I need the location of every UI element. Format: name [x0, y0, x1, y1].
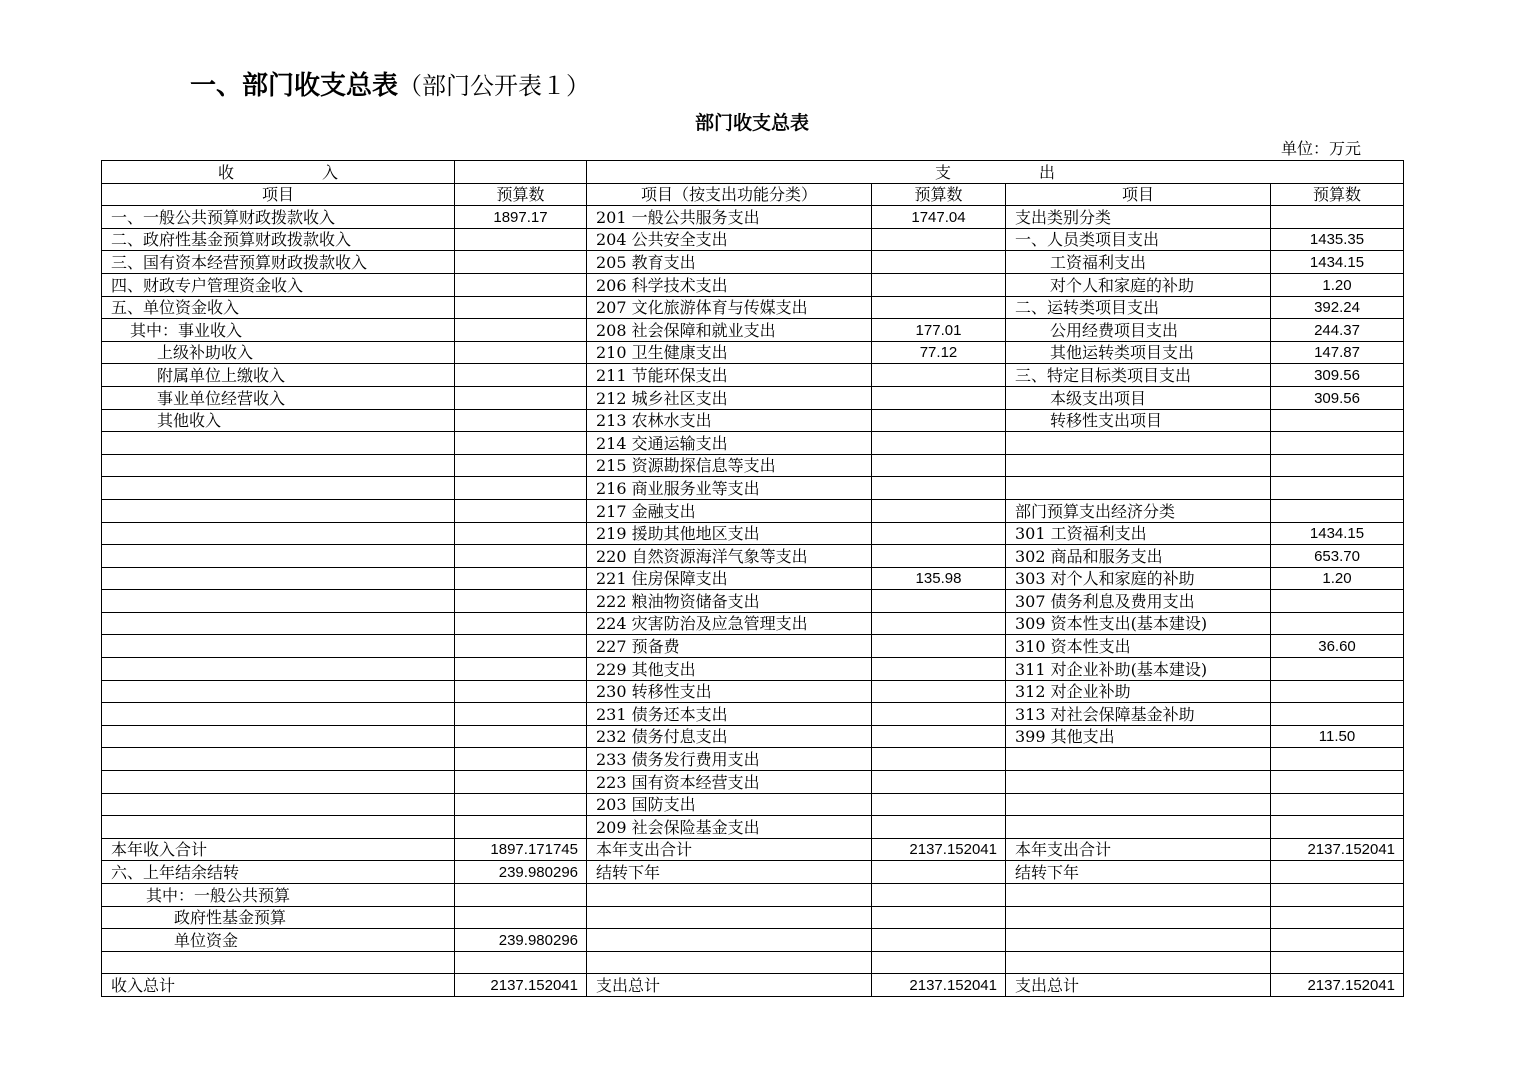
income-item-cell	[102, 816, 455, 839]
func-expense-item-cell: 227 预备费	[587, 635, 872, 658]
func-expense-item-cell: 220 自然资源海洋气象等支出	[587, 545, 872, 568]
func-expense-budget-cell	[872, 454, 1006, 477]
income-item-cell	[102, 590, 455, 613]
func-expense-budget-cell	[872, 228, 1006, 251]
type-expense-budget-cell	[1271, 409, 1404, 432]
func-expense-budget-cell	[872, 477, 1006, 500]
type-expense-budget-cell	[1271, 771, 1404, 794]
type-expense-item-cell: 转移性支出项目	[1006, 409, 1271, 432]
func-expense-item-cell: 本年支出合计	[587, 838, 872, 861]
func-expense-item-cell: 206 科学技术支出	[587, 273, 872, 296]
table-row	[102, 296, 1404, 319]
income-item-cell	[102, 635, 455, 658]
func-expense-item-cell: 209 社会保险基金支出	[587, 816, 872, 839]
table-row	[102, 680, 1404, 703]
func-expense-item-cell: 支出总计	[587, 974, 872, 997]
func-expense-budget-cell	[872, 364, 1006, 387]
type-expense-budget-cell	[1271, 477, 1404, 500]
type-expense-item-cell: 支出类别分类	[1006, 206, 1271, 229]
unit-label: 单位：万元	[1281, 139, 1362, 158]
func-expense-budget-cell: 135.98	[872, 567, 1006, 590]
type-expense-budget-cell	[1271, 432, 1404, 455]
func-expense-budget-cell	[872, 522, 1006, 545]
income-item-cell: 其中：一般公共预算	[102, 884, 455, 907]
income-budget-cell	[455, 409, 587, 432]
func-expense-item-cell: 203 国防支出	[587, 793, 872, 816]
income-item-cell	[102, 522, 455, 545]
type-expense-item-cell: 二、运转类项目支出	[1006, 296, 1271, 319]
col-header-type-budget: 预算数	[1271, 183, 1404, 206]
func-expense-item-cell: 205 教育支出	[587, 251, 872, 274]
table-row	[102, 590, 1404, 613]
func-expense-budget-cell: 1747.04	[872, 206, 1006, 229]
group-header-row	[102, 161, 1404, 184]
func-expense-budget-cell	[872, 590, 1006, 613]
type-expense-budget-cell	[1271, 206, 1404, 229]
table-row	[102, 386, 1404, 409]
income-budget-cell: 2137.152041	[455, 974, 587, 997]
type-expense-budget-cell: 653.70	[1271, 545, 1404, 568]
income-budget-cell	[455, 816, 587, 839]
income-item-cell: 政府性基金预算	[102, 906, 455, 929]
income-group-header	[102, 161, 455, 184]
table-row	[102, 906, 1404, 929]
type-expense-budget-cell	[1271, 748, 1404, 771]
type-expense-budget-cell	[1271, 658, 1404, 681]
income-item-cell: 上级补助收入	[102, 341, 455, 364]
col-header-income-budget: 预算数	[455, 183, 587, 206]
table-row	[102, 861, 1404, 884]
func-expense-item-cell: 204 公共安全支出	[587, 228, 872, 251]
income-item-cell: 五、单位资金收入	[102, 296, 455, 319]
income-item-cell	[102, 567, 455, 590]
func-expense-item-cell: 212 城乡社区支出	[587, 386, 872, 409]
table-row	[102, 929, 1404, 952]
func-expense-item-cell: 213 农林水支出	[587, 409, 872, 432]
type-expense-budget-cell	[1271, 816, 1404, 839]
income-budget-cell	[455, 319, 587, 342]
income-item-cell	[102, 545, 455, 568]
type-expense-item-cell: 301 工资福利支出	[1006, 522, 1271, 545]
func-expense-budget-cell	[872, 771, 1006, 794]
type-expense-item-cell	[1006, 748, 1271, 771]
income-budget-cell	[455, 432, 587, 455]
income-item-cell: 二、政府性基金预算财政拨款收入	[102, 228, 455, 251]
section-title	[190, 66, 590, 106]
column-header-row	[102, 183, 1404, 206]
income-item-cell: 事业单位经营收入	[102, 386, 455, 409]
func-expense-budget-cell	[872, 296, 1006, 319]
type-expense-budget-cell	[1271, 590, 1404, 613]
income-budget-cell	[455, 725, 587, 748]
income-budget-cell	[455, 522, 587, 545]
type-expense-budget-cell: 1.20	[1271, 273, 1404, 296]
func-expense-item-cell: 222 粮油物资储备支出	[587, 590, 872, 613]
type-expense-item-cell: 支出总计	[1006, 974, 1271, 997]
income-item-cell	[102, 748, 455, 771]
income-budget-cell	[455, 703, 587, 726]
type-expense-item-cell: 313 对社会保障基金补助	[1006, 703, 1271, 726]
table-row	[102, 658, 1404, 681]
table-row	[102, 884, 1404, 907]
func-expense-item-cell	[587, 951, 872, 974]
income-budget-cell	[455, 477, 587, 500]
budget-summary-table	[101, 160, 1404, 997]
type-expense-item-cell: 工资福利支出	[1006, 251, 1271, 274]
col-header-type-item: 项目	[1006, 183, 1271, 206]
table-row	[102, 545, 1404, 568]
func-expense-budget-cell: 77.12	[872, 341, 1006, 364]
type-expense-budget-cell	[1271, 793, 1404, 816]
income-budget-cell	[455, 635, 587, 658]
income-item-cell	[102, 771, 455, 794]
type-expense-item-cell: 302 商品和服务支出	[1006, 545, 1271, 568]
income-item-cell	[102, 793, 455, 816]
income-item-cell	[102, 477, 455, 500]
func-expense-budget-cell	[872, 793, 1006, 816]
expense-group-char-b: 出	[1039, 162, 1056, 182]
type-expense-budget-cell	[1271, 861, 1404, 884]
func-expense-budget-cell	[872, 273, 1006, 296]
func-expense-item-cell: 214 交通运输支出	[587, 432, 872, 455]
type-expense-item-cell	[1006, 771, 1271, 794]
type-expense-item-cell: 312 对企业补助	[1006, 680, 1271, 703]
income-budget-cell	[455, 567, 587, 590]
section-title-main: 一、部门收支总表	[190, 71, 399, 101]
type-expense-budget-cell: 392.24	[1271, 296, 1404, 319]
func-expense-item-cell: 233 债务发行费用支出	[587, 748, 872, 771]
func-expense-budget-cell	[872, 884, 1006, 907]
income-item-cell: 附属单位上缴收入	[102, 364, 455, 387]
func-expense-item-cell: 232 债务付息支出	[587, 725, 872, 748]
type-expense-item-cell	[1006, 432, 1271, 455]
type-expense-item-cell: 本级支出项目	[1006, 386, 1271, 409]
type-expense-item-cell: 311 对企业补助(基本建设)	[1006, 658, 1271, 681]
func-expense-item-cell: 224 灾害防治及应急管理支出	[587, 612, 872, 635]
func-expense-budget-cell	[872, 499, 1006, 522]
table-row	[102, 432, 1404, 455]
func-expense-item-cell: 201 一般公共服务支出	[587, 206, 872, 229]
income-budget-cell	[455, 341, 587, 364]
func-expense-budget-cell	[872, 635, 1006, 658]
type-expense-budget-cell	[1271, 680, 1404, 703]
income-item-cell	[102, 499, 455, 522]
table-row	[102, 228, 1404, 251]
income-budget-cell	[455, 658, 587, 681]
income-item-cell: 其他收入	[102, 409, 455, 432]
type-expense-item-cell	[1006, 884, 1271, 907]
income-budget-cell	[455, 771, 587, 794]
table-row	[102, 251, 1404, 274]
income-item-cell: 本年收入合计	[102, 838, 455, 861]
income-group-char-b: 入	[322, 162, 339, 182]
income-item-cell	[102, 612, 455, 635]
income-group-header-blank	[455, 161, 587, 184]
income-item-cell: 一、一般公共预算财政拨款收入	[102, 206, 455, 229]
type-expense-budget-cell	[1271, 612, 1404, 635]
table-row	[102, 364, 1404, 387]
type-expense-budget-cell	[1271, 951, 1404, 974]
income-budget-cell: 1897.17	[455, 206, 587, 229]
income-budget-cell	[455, 364, 587, 387]
func-expense-item-cell: 211 节能环保支出	[587, 364, 872, 387]
expense-group-char-a: 支	[935, 162, 952, 182]
table-row	[102, 319, 1404, 342]
type-expense-item-cell	[1006, 793, 1271, 816]
func-expense-item-cell: 210 卫生健康支出	[587, 341, 872, 364]
income-budget-cell	[455, 273, 587, 296]
table-title: 部门收支总表	[694, 112, 809, 134]
func-expense-budget-cell	[872, 612, 1006, 635]
table-row	[102, 816, 1404, 839]
func-expense-item-cell: 207 文化旅游体育与传媒支出	[587, 296, 872, 319]
table-row	[102, 454, 1404, 477]
func-expense-budget-cell	[872, 545, 1006, 568]
table-row	[102, 635, 1404, 658]
table-row	[102, 771, 1404, 794]
expense-group-header	[587, 161, 1404, 184]
type-expense-item-cell	[1006, 816, 1271, 839]
income-item-cell	[102, 951, 455, 974]
table-row	[102, 206, 1404, 229]
income-budget-cell	[455, 386, 587, 409]
table-row	[102, 409, 1404, 432]
func-expense-budget-cell	[872, 703, 1006, 726]
func-expense-budget-cell	[872, 680, 1006, 703]
func-expense-budget-cell	[872, 386, 1006, 409]
table-row	[102, 567, 1404, 590]
income-budget-cell	[455, 454, 587, 477]
type-expense-budget-cell: 1434.15	[1271, 522, 1404, 545]
section-title-sub: （部门公开表１）	[398, 72, 591, 100]
income-item-cell	[102, 658, 455, 681]
income-budget-cell	[455, 793, 587, 816]
type-expense-budget-cell: 11.50	[1271, 725, 1404, 748]
table-row	[102, 341, 1404, 364]
income-budget-cell	[455, 590, 587, 613]
func-expense-item-cell: 219 援助其他地区支出	[587, 522, 872, 545]
income-item-cell: 收入总计	[102, 974, 455, 997]
func-expense-item-cell: 215 资源勘探信息等支出	[587, 454, 872, 477]
func-expense-item-cell: 216 商业服务业等支出	[587, 477, 872, 500]
func-expense-item-cell: 208 社会保障和就业支出	[587, 319, 872, 342]
func-expense-budget-cell	[872, 951, 1006, 974]
table-row	[102, 793, 1404, 816]
income-item-cell	[102, 703, 455, 726]
func-expense-item-cell: 230 转移性支出	[587, 680, 872, 703]
func-expense-budget-cell	[872, 861, 1006, 884]
income-budget-cell	[455, 884, 587, 907]
func-expense-budget-cell	[872, 816, 1006, 839]
func-expense-budget-cell: 177.01	[872, 319, 1006, 342]
func-expense-item-cell	[587, 884, 872, 907]
type-expense-budget-cell	[1271, 703, 1404, 726]
func-expense-budget-cell: 2137.152041	[872, 838, 1006, 861]
type-expense-budget-cell: 1434.15	[1271, 251, 1404, 274]
type-expense-item-cell: 一、人员类项目支出	[1006, 228, 1271, 251]
income-budget-cell	[455, 545, 587, 568]
income-item-cell: 六、上年结余结转	[102, 861, 455, 884]
type-expense-item-cell: 部门预算支出经济分类	[1006, 499, 1271, 522]
income-budget-cell	[455, 906, 587, 929]
table-row	[102, 838, 1404, 861]
type-expense-budget-cell: 309.56	[1271, 386, 1404, 409]
type-expense-item-cell	[1006, 951, 1271, 974]
type-expense-item-cell: 310 资本性支出	[1006, 635, 1271, 658]
type-expense-item-cell: 其他运转类项目支出	[1006, 341, 1271, 364]
table-row	[102, 477, 1404, 500]
func-expense-item-cell: 221 住房保障支出	[587, 567, 872, 590]
income-budget-cell	[455, 680, 587, 703]
func-expense-item-cell	[587, 906, 872, 929]
income-budget-cell: 1897.171745	[455, 838, 587, 861]
type-expense-item-cell	[1006, 929, 1271, 952]
func-expense-budget-cell	[872, 725, 1006, 748]
income-budget-cell	[455, 296, 587, 319]
type-expense-item-cell: 307 债务利息及费用支出	[1006, 590, 1271, 613]
type-expense-budget-cell: 1.20	[1271, 567, 1404, 590]
func-expense-budget-cell	[872, 748, 1006, 771]
type-expense-budget-cell: 147.87	[1271, 341, 1404, 364]
type-expense-budget-cell: 2137.152041	[1271, 974, 1404, 997]
func-expense-budget-cell	[872, 658, 1006, 681]
type-expense-budget-cell	[1271, 929, 1404, 952]
table-row	[102, 974, 1404, 997]
income-item-cell: 单位资金	[102, 929, 455, 952]
table-row	[102, 522, 1404, 545]
type-expense-budget-cell	[1271, 906, 1404, 929]
func-expense-budget-cell	[872, 432, 1006, 455]
table-row	[102, 273, 1404, 296]
func-expense-budget-cell	[872, 251, 1006, 274]
type-expense-item-cell: 结转下年	[1006, 861, 1271, 884]
type-expense-budget-cell	[1271, 884, 1404, 907]
type-expense-item-cell	[1006, 477, 1271, 500]
income-budget-cell	[455, 612, 587, 635]
col-header-func-item: 项目（按支出功能分类）	[587, 183, 872, 206]
income-item-cell: 四、财政专户管理资金收入	[102, 273, 455, 296]
income-group-char-a: 收	[217, 162, 234, 182]
table-row	[102, 748, 1404, 771]
income-item-cell	[102, 725, 455, 748]
type-expense-budget-cell: 36.60	[1271, 635, 1404, 658]
type-expense-item-cell	[1006, 454, 1271, 477]
income-item-cell	[102, 454, 455, 477]
type-expense-item-cell: 公用经费项目支出	[1006, 319, 1271, 342]
func-expense-item-cell: 结转下年	[587, 861, 872, 884]
income-item-cell: 三、国有资本经营预算财政拨款收入	[102, 251, 455, 274]
income-budget-cell: 239.980296	[455, 861, 587, 884]
type-expense-budget-cell: 309.56	[1271, 364, 1404, 387]
type-expense-item-cell: 399 其他支出	[1006, 725, 1271, 748]
table-row	[102, 951, 1404, 974]
type-expense-budget-cell	[1271, 499, 1404, 522]
income-budget-cell	[455, 251, 587, 274]
type-expense-budget-cell	[1271, 454, 1404, 477]
income-budget-cell	[455, 951, 587, 974]
func-expense-item-cell	[587, 929, 872, 952]
type-expense-item-cell: 本年支出合计	[1006, 838, 1271, 861]
table-row	[102, 499, 1404, 522]
func-expense-budget-cell	[872, 409, 1006, 432]
income-budget-cell	[455, 228, 587, 251]
income-item-cell	[102, 432, 455, 455]
type-expense-budget-cell: 244.37	[1271, 319, 1404, 342]
type-expense-item-cell: 对个人和家庭的补助	[1006, 273, 1271, 296]
func-expense-item-cell: 223 国有资本经营支出	[587, 771, 872, 794]
table-row	[102, 612, 1404, 635]
table-row	[102, 725, 1404, 748]
income-item-cell: 其中：事业收入	[102, 319, 455, 342]
type-expense-item-cell: 三、特定目标类项目支出	[1006, 364, 1271, 387]
type-expense-item-cell: 303 对个人和家庭的补助	[1006, 567, 1271, 590]
income-budget-cell: 239.980296	[455, 929, 587, 952]
func-expense-budget-cell	[872, 929, 1006, 952]
func-expense-item-cell: 229 其他支出	[587, 658, 872, 681]
func-expense-budget-cell	[872, 906, 1006, 929]
income-budget-cell	[455, 499, 587, 522]
table-row	[102, 703, 1404, 726]
type-expense-item-cell: 309 资本性支出(基本建设)	[1006, 612, 1271, 635]
income-budget-cell	[455, 748, 587, 771]
type-expense-budget-cell: 1435.35	[1271, 228, 1404, 251]
col-header-func-budget: 预算数	[872, 183, 1006, 206]
type-expense-item-cell	[1006, 906, 1271, 929]
func-expense-item-cell: 217 金融支出	[587, 499, 872, 522]
func-expense-budget-cell: 2137.152041	[872, 974, 1006, 997]
func-expense-item-cell: 231 债务还本支出	[587, 703, 872, 726]
income-item-cell	[102, 680, 455, 703]
col-header-income-item: 项目	[102, 183, 455, 206]
type-expense-budget-cell: 2137.152041	[1271, 838, 1404, 861]
